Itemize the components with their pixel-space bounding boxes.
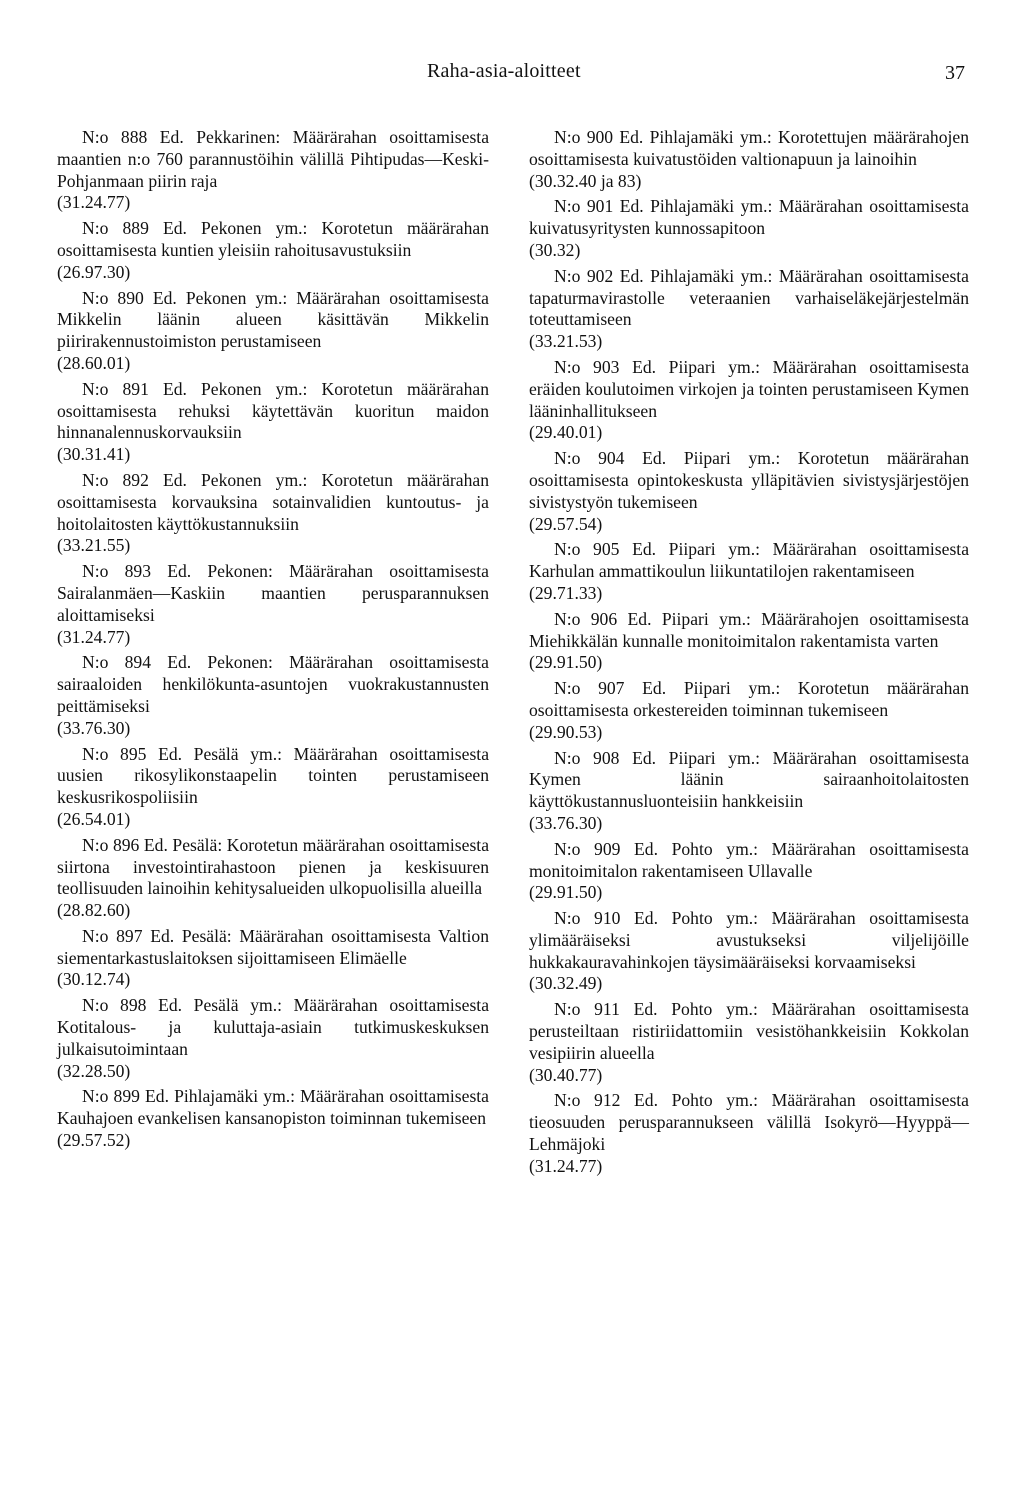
entry-reference: (33.76.30) (529, 812, 603, 833)
entry-text: N:o 910 Ed. Pohto ym.: Määrärahan osoittamisesta ylimääräiseksi avustukseksi viljelijöille hukkakauravahinkojen täysimääräiseksi korvaamiseksi (529, 908, 969, 972)
entry-text: N:o 896 Ed. Pesälä: Korotetun määrärahan osoittamisesta siirtona investointirahastoon pienen ja keskisuuren teollisuuden lainoihin kehitysalueiden ulkopuolisilla alueilla (57, 834, 489, 899)
list-item (57, 1086, 489, 1151)
entry-reference: (29.90.53) (529, 721, 603, 742)
entry-reference: (31.24.77) (57, 192, 131, 213)
left-column (57, 127, 489, 1156)
running-title: Raha-asia-aloitteet (427, 60, 581, 82)
entry-reference: (29.40.01) (529, 422, 603, 443)
entry-reference: (26.54.01) (57, 808, 131, 829)
entry-reference: (30.40.77) (529, 1064, 603, 1085)
entry-text: N:o 905 Ed. Piipari ym.: Määrärahan osoittamisesta Karhulan ammattikoulun liikuntatilojen rakentamiseen (529, 539, 969, 582)
entry-text: N:o 903 Ed. Piipari ym.: Määrärahan osoittamisesta eräiden koulutoimen virkojen ja tointen perustamiseen Kymen lääninhallitukseen (529, 356, 969, 421)
entry-text: N:o 895 Ed. Pesälä ym.: Määrärahan osoittamisesta uusien rikosylikonstaapelin tointen perustamiseen keskusrikospoliisiin (57, 743, 489, 808)
list-item (529, 357, 969, 444)
entry-text: N:o 891 Ed. Pekonen ym.: Korotetun määrärahan osoittamisesta rehuksi käytettävän kuoritun maidon hinnanalennuskorvauksiin (57, 378, 489, 443)
entry-reference: (29.91.50) (529, 882, 603, 903)
list-item (529, 748, 969, 835)
list-item (57, 652, 489, 739)
entry-text: N:o 893 Ed. Pekonen: Määrärahan osoittamisesta Sairalanmäen—Kaskiin maantien perusparannuksen aloittamiseksi (57, 561, 489, 625)
entry-text: N:o 894 Ed. Pekonen: Määrärahan osoittamisesta sairaaloiden henkilökunta-asuntojen vuokrakustannusten peittämiseksi (57, 652, 489, 716)
entry-text: N:o 899 Ed. Pihlajamäki ym.: Määrärahan osoittamisesta Kauhajoen evankelisen kansanopiston toiminnan tukemiseen (57, 1086, 489, 1129)
entry-reference: (29.91.50) (529, 652, 603, 673)
list-item (57, 926, 489, 991)
entry-text: N:o 888 Ed. Pekkarinen: Määrärahan osoittamisesta maantien n:o 760 parannustöihin välillä Pihtipudas—Keski-Pohjanmaan piirin raja (57, 127, 489, 191)
list-item (57, 470, 489, 557)
entry-reference: (29.57.54) (529, 513, 603, 534)
entry-text: N:o 890 Ed. Pekonen ym.: Määrärahan osoittamisesta Mikkelin läänin alueen käsittävän Mikkelin piirirakennustoimiston perustamiseen (57, 287, 489, 352)
entry-reference: (30.32.49) (529, 973, 603, 994)
entry-text: N:o 897 Ed. Pesälä: Määrärahan osoittamisesta Valtion siementarkastuslaitoksen sijoittamiseen Elimäelle (57, 925, 489, 968)
list-item (529, 839, 969, 904)
entry-reference: (30.31.41) (57, 444, 131, 465)
entry-reference: (29.71.33) (529, 582, 603, 603)
list-item (57, 379, 489, 466)
entry-text: N:o 911 Ed. Pohto ym.: Määrärahan osoittamisesta perusteiltaan ristiriidattomiin vesistöhankkeisiin Kokkolan vesipiirin alueella (529, 999, 969, 1063)
list-item (529, 266, 969, 353)
entry-reference: (31.24.77) (529, 1155, 603, 1176)
list-item (529, 678, 969, 743)
entry-text: N:o 889 Ed. Pekonen ym.: Korotetun määrärahan osoittamisesta kuntien yleisiin rahoitusavustuksiin (57, 218, 489, 260)
entry-reference: (32.28.50) (57, 1060, 131, 1081)
list-item (529, 999, 969, 1086)
list-item (529, 127, 969, 192)
entry-text: N:o 909 Ed. Pohto ym.: Määrärahan osoittamisesta monitoimitalon rakentamiseen Ullavalle (529, 838, 969, 881)
list-item (529, 448, 969, 535)
entry-text: N:o 892 Ed. Pekonen ym.: Korotetun määrärahan osoittamisesta korvauksina sotainvalidien kuntoutus- ja hoitolaitosten käyttökustannuksiin (57, 469, 489, 534)
list-item (529, 908, 969, 995)
entry-reference: (30.32) (529, 239, 581, 260)
entry-text: N:o 904 Ed. Piipari ym.: Korotetun määrärahan osoittamisesta opintokeskusta ylläpitävien sivistysjärjestöjen sivistystyön tukemiseen (529, 448, 969, 512)
list-item (57, 835, 489, 922)
entry-text: N:o 898 Ed. Pesälä ym.: Määrärahan osoittamisesta Kotitalous- ja kuluttaja-asiain tutkimuskeskuksen julkaisutoimintaan (57, 995, 489, 1059)
list-item (57, 218, 489, 283)
page-number: 37 (945, 62, 965, 84)
page-header (0, 60, 1024, 92)
right-column (529, 127, 969, 1182)
entry-reference: (30.32.40 ja 83) (529, 170, 642, 191)
entry-reference: (30.12.74) (57, 969, 131, 990)
entry-text: N:o 912 Ed. Pohto ym.: Määrärahan osoittamisesta tieosuuden perusparannukseen välillä Isokyrö—Hyyppä—Lehmäjoki (529, 1090, 969, 1155)
entry-text: N:o 901 Ed. Pihlajamäki ym.: Määrärahan osoittamisesta kuivatusyritysten kunnossapitoon (529, 196, 969, 239)
entry-reference: (28.60.01) (57, 352, 131, 373)
entry-text: N:o 900 Ed. Pihlajamäki ym.: Korotettujen määrärahojen osoittamisesta kuivatustöiden valtionapuun ja lainoihin (529, 127, 969, 169)
list-item (529, 539, 969, 604)
list-item (57, 127, 489, 214)
list-item (529, 609, 969, 674)
entry-reference: (33.76.30) (57, 717, 131, 738)
list-item (57, 288, 489, 375)
entry-text: N:o 908 Ed. Piipari ym.: Määrärahan osoittamisesta Kymen läänin sairaanhoitolaitosten käyttökustannusluonteisiin hankkeisiin (529, 747, 969, 812)
list-item (57, 995, 489, 1082)
entry-text: N:o 902 Ed. Pihlajamäki ym.: Määrärahan osoittamisesta tapaturmavirastolle veteraanien varhaiseläkejärjestelmän toteuttamiseen (529, 265, 969, 330)
entry-text: N:o 907 Ed. Piipari ym.: Korotetun määrärahan osoittamisesta orkestereiden toiminnan tukemiseen (529, 678, 969, 720)
entry-reference: (31.24.77) (57, 626, 131, 647)
entry-reference: (26.97.30) (57, 261, 131, 282)
entry-reference: (28.82.60) (57, 900, 131, 921)
list-item (529, 1090, 969, 1177)
entry-reference: (29.57.52) (57, 1130, 131, 1151)
list-item (57, 744, 489, 831)
entry-reference: (33.21.53) (529, 331, 603, 352)
entry-reference: (33.21.55) (57, 535, 131, 556)
list-item (57, 561, 489, 648)
entry-text: N:o 906 Ed. Piipari ym.: Määrärahojen osoittamisesta Miehikkälän kunnalle monitoimitalon rakentamista varten (529, 608, 969, 651)
list-item (529, 196, 969, 261)
